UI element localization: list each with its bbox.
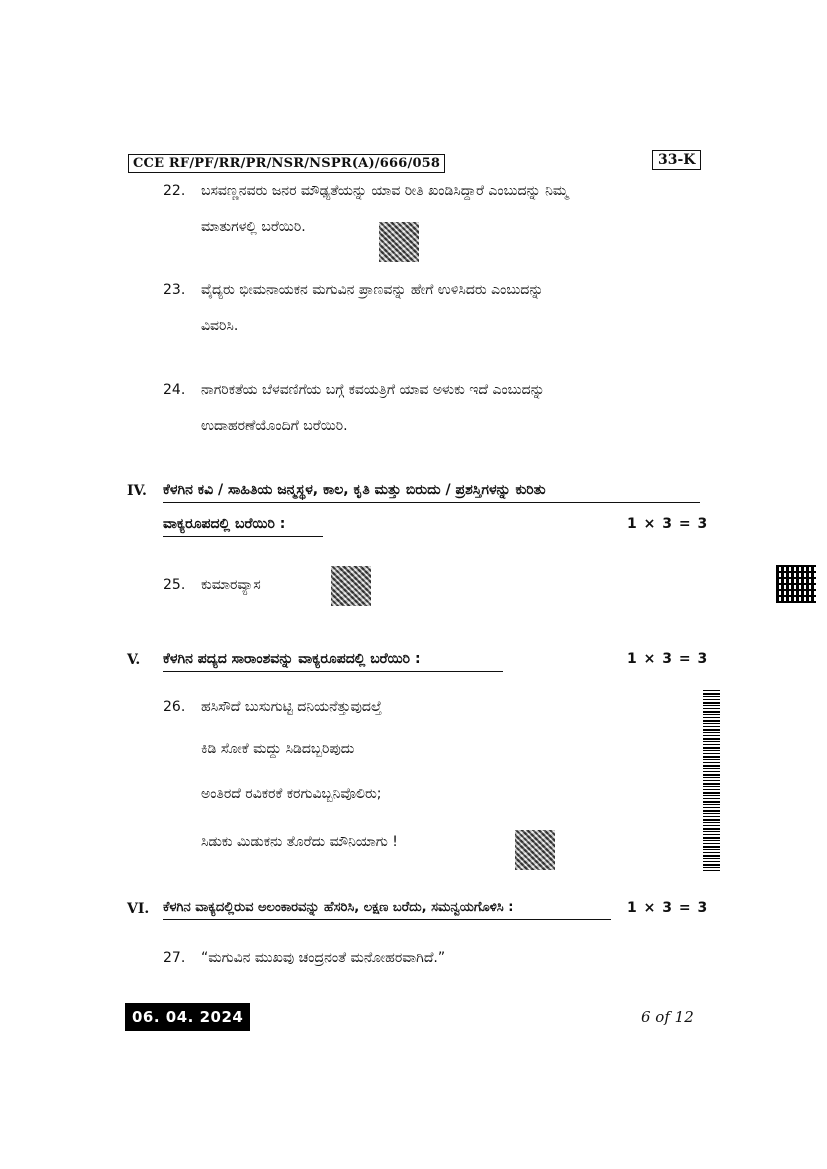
section-heading: ಕೆಳಗಿನ ವಾಕ್ಯದಲ್ಲಿರುವ ಅಲಂಕಾರವನ್ನು ಹೆಸರಿಸಿ, ಲಕ್ಷಣ ಬರೆದು, ಸಮನ್ವಯಗೊಳಿಸಿ : bbox=[163, 900, 611, 920]
qr-code-icon bbox=[515, 830, 555, 870]
section-number: IV. bbox=[127, 483, 147, 499]
exam-code: CCE RF/PF/RR/PR/NSR/NSPR(A)/666/058 bbox=[128, 154, 445, 173]
question-text: “ಮಗುವಿನ ಮುಖವು ಚಂದ್ರನಂತೆ ಮನೋಹರವಾಗಿದೆ.” bbox=[201, 950, 446, 966]
marks-label: 1 × 3 = 3 bbox=[627, 516, 709, 532]
exam-date: 06. 04. 2024 bbox=[125, 1003, 250, 1031]
question-number: 24. bbox=[163, 382, 186, 398]
section-heading: ಕೆಳಗಿನ ಕವಿ / ಸಾಹಿತಿಯ ಜನ್ಮಸ್ಥಳ, ಕಾಲ, ಕೃತಿ ಮತ್ತು ಬಿರುದು / ಪ್ರಶಸ್ತಿಗಳನ್ನು ಕುರಿತು bbox=[163, 482, 700, 503]
question-number: 27. bbox=[163, 950, 186, 966]
poem-line: ಅಂತಿರದೆ ರವಿಕರಕೆ ಕರಗುವಿಬ್ಬನಿವೊಲಿರು; bbox=[201, 786, 382, 802]
section-heading: ಕೆಳಗಿನ ಪದ್ಯದ ಸಾರಾಂಶವನ್ನು ವಾಕ್ಯರೂಪದಲ್ಲಿ ಬರೆಯಿರಿ : bbox=[163, 651, 503, 672]
question-number: 26. bbox=[163, 699, 186, 715]
question-text: ಮಾತುಗಳಲ್ಲಿ ಬರೆಯಿರಿ. bbox=[201, 219, 306, 235]
poem-line: ಕಿಡಿ ಸೋಕೆ ಮದ್ದು ಸಿಡಿದಬ್ಬರಿಪುದು bbox=[201, 741, 355, 757]
section-number: VI. bbox=[127, 901, 150, 917]
question-text: ನಾಗರಿಕತೆಯ ಬೆಳವಣಿಗೆಯ ಬಗ್ಗೆ ಕವಯತ್ರಿಗೆ ಯಾವ ಅಳುಕು ಇದೆ ಎಂಬುದನ್ನು bbox=[201, 382, 545, 398]
marks-label: 1 × 3 = 3 bbox=[627, 900, 709, 916]
poem-line: ಹಸಿಸೌದೆ ಬುಸುಗುಟ್ಟಿ ದನಿಯನೆತ್ತುವುದಲ್ತೆ bbox=[201, 699, 382, 715]
section-heading: ವಾಕ್ಯರೂಪದಲ್ಲಿ ಬರೆಯಿರಿ : bbox=[163, 516, 323, 537]
barcode-icon bbox=[703, 690, 720, 873]
question-text: ಉದಾಹರಣೆಯೊಂದಿಗೆ ಬರೆಯಿರಿ. bbox=[201, 418, 348, 434]
question-text: ವಿವರಿಸಿ. bbox=[201, 318, 239, 334]
question-text: ಕುಮಾರವ್ಯಾಸ bbox=[201, 577, 261, 593]
poem-line: ಸಿಡುಕು ಮಿಡುಕನು ತೊರೆದು ಮೌನಿಯಾಗು ! bbox=[201, 834, 398, 850]
qr-code-icon bbox=[331, 566, 371, 606]
paper-code: 33-K bbox=[652, 150, 701, 170]
marks-label: 1 × 3 = 3 bbox=[627, 651, 709, 667]
question-number: 25. bbox=[163, 577, 186, 593]
qr-code-icon bbox=[379, 222, 419, 262]
page-number: 6 of 12 bbox=[641, 1008, 694, 1026]
question-text: ವೈದ್ಯರು ಭೀಮನಾಯಕನ ಮಗುವಿನ ಪ್ರಾಣವನ್ನು ಹೇಗೆ ಉಳಿಸಿದರು ಎಂಬುದನ್ನು bbox=[201, 282, 544, 298]
question-text: ಬಸವಣ್ಣನವರು ಜನರ ಮೌಢ್ಯತೆಯನ್ನು ಯಾವ ರೀತಿ ಖಂಡಿಸಿದ್ದಾರೆ ಎಂಬುದನ್ನು ನಿಮ್ಮ bbox=[201, 183, 569, 199]
section-number: V. bbox=[127, 652, 141, 668]
question-number: 22. bbox=[163, 183, 186, 199]
side-qr-code-icon bbox=[776, 565, 816, 603]
question-number: 23. bbox=[163, 282, 186, 298]
